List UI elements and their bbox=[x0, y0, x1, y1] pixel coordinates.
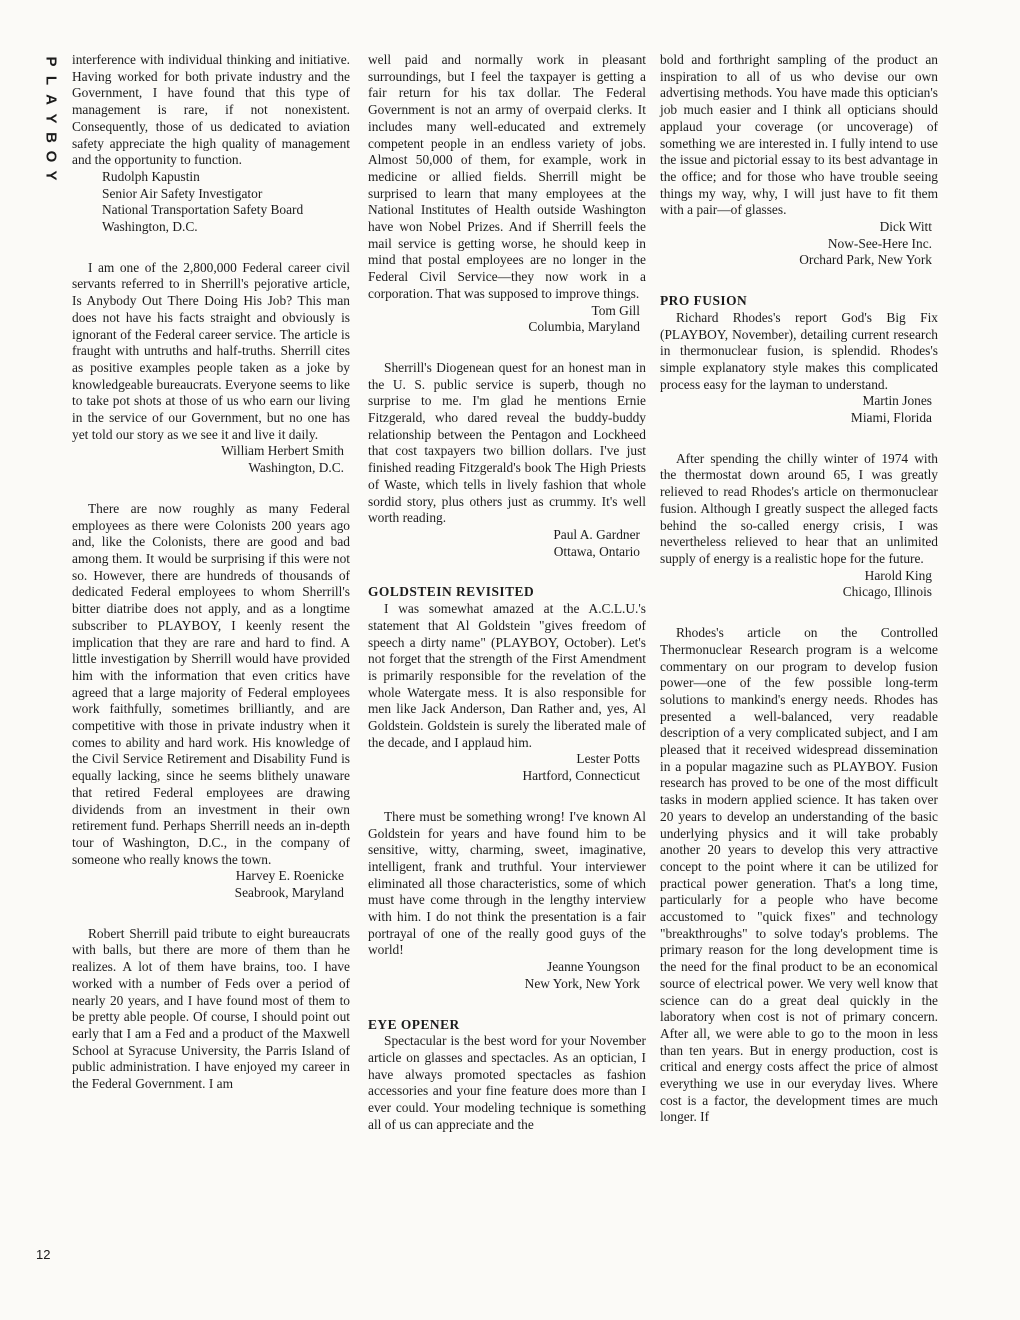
letter-signature bbox=[368, 959, 646, 992]
signature-name: Jeanne Youngson bbox=[547, 959, 640, 975]
letter-text: After spending the chilly winter of 1974 with the thermostat down around 65, I was greatly relieved to read Rhodes's article on thermonuclear fusion. Although I greatly suspect the alleged facts behind the so-called energy crisis, I was nevertheless relieved to hear that an unlimited supply of energy is a realistic hope for the future. bbox=[660, 450, 938, 566]
signature-location: Orchard Park, New York bbox=[799, 252, 932, 268]
letter-text: There are now roughly as many Federal employees as there were Colonists 200 years ago and, like the Colonists, there are good and bad among them. It would be surprising if this were not so. However, there are hundreds of thousands of dedicated Federal employees to whom Sherrill's bitter diatribe does not apply, and as a longtime subscriber to PLAYBOY, I keenly resent the implication that they are rare and hard to find. A little investigation by Sherrill would have provided him with the information that even critics have agreed that a large majority of Federal employees work faithfully, sometimes brilliantly, and are competitive with those in private industry when it comes to ability and hard work. His knowledge of the Civil Service Retirement and Disability Fund is equally lacking, since he seems blithely unaware that retired Federal employees are drawing dividends from an investment in their own retirement fund. Perhaps Sherrill needs an in-depth tour of Washington, D.C., in the company of someone who really knows the town. bbox=[72, 500, 350, 867]
letter-signature bbox=[72, 443, 350, 476]
page-number: 12 bbox=[36, 1247, 51, 1262]
signature-location: Hartford, Connecticut bbox=[522, 768, 640, 784]
letter-text: Sherrill's Diogenean quest for an honest man in the U. S. public service is superb, though no surprise to me. I'm glad he mentions Ernie Fitzgerald, who dared reveal the buddy-buddy relationship between the Pentagon and Lockheed that cost taxpayers two billion dollars. I've just finished reading Fitzgerald's book The High Priests of Waste, which tells in lively fashion that whole sordid story, plus others just as crummy. It's well worth reading. bbox=[368, 359, 646, 526]
letter-signature bbox=[368, 751, 646, 784]
section-heading: PRO FUSION bbox=[660, 293, 748, 309]
signature-location: Columbia, Maryland bbox=[528, 319, 640, 335]
signature-location: Washington, D.C. bbox=[248, 460, 344, 476]
masthead-letter: Y bbox=[42, 170, 60, 181]
section-heading: GOLDSTEIN REVISITED bbox=[368, 584, 535, 600]
signature-name: Lester Potts bbox=[576, 751, 640, 767]
signature-title: Senior Air Safety Investigator bbox=[102, 185, 263, 201]
column-3 bbox=[660, 52, 938, 1126]
signature-location: New York, New York bbox=[524, 975, 640, 991]
signature-name: Martin Jones bbox=[862, 393, 932, 409]
section-heading: EYE OPENER bbox=[368, 1016, 460, 1032]
signature-org: Now-See-Here Inc. bbox=[827, 235, 932, 251]
letter-signature bbox=[660, 219, 938, 269]
signature-location: Miami, Florida bbox=[850, 410, 932, 426]
letter-text: interference with individual thinking and initiative. Having worked for both private industry and the Government, I have found that this type of management is rare, if not nonexistent. Consequently, those of us dedicated to aviation safety appreciate the high quality of management and the opportunity to function. bbox=[72, 52, 350, 168]
letter-text: Spectacular is the best word for your November article on glasses and spectacles. As an optician, I have always promoted spectacles as fashion accessories and your fine feature does more than I ever could. Your modeling technique is something all of us can appreciate and the bbox=[368, 1033, 646, 1132]
letter-text: I am one of the 2,800,000 Federal career civil servants referred to in Sherrill's pejorative article, Is Anybody Out There Doing His Job? This man does not have his facts straight and obviously is ignorant of the Federal career service. The article is fraught with untruths and half-truths. Sherrill cites as positive examples people taken as a joke by knowledgeable bureaucrats. Everyone seems to like to take pot shots at those of us who earn our living in the service of our Government, but no one has yet told our story as we see it and live it daily. bbox=[72, 259, 350, 442]
masthead-letter: L bbox=[42, 75, 60, 86]
letter-signature bbox=[368, 303, 646, 336]
masthead-letter: P bbox=[42, 56, 60, 67]
letter-text: I was somewhat amazed at the A.C.L.U.'s statement that Al Goldstein "gives freedom of speech a dirty name" (PLAYBOY, October). Let's not forget that the strength of the First Amendment is primarily responsible for the revelation of the whole Watergate mess. It is also responsible for men like Jack Anderson, Dan Rather and, yes, Al Goldstein. Goldstein is surely the liberated male of the decade, and I applaud him. bbox=[368, 601, 646, 750]
letter-signature bbox=[660, 568, 938, 601]
signature-name: Dick Witt bbox=[879, 219, 932, 235]
signature-org: National Transportation Safety Board bbox=[102, 202, 304, 218]
signature-name: Harvey E. Roenicke bbox=[235, 868, 344, 884]
signature-name: Harold King bbox=[864, 567, 932, 583]
letter-text: Richard Rhodes's report God's Big Fix (PLAYBOY, November), detailing current research in thermonuclear fusion, is splendid. Rhodes's simple explanatory style makes this complicated process easy for the layman to understand. bbox=[660, 309, 938, 392]
letter-text: bold and forthright sampling of the product an inspiration to all of us who devise our own advertising methods. You have made this optician's job much easier and I think all opticians should applaud your coverage (or uncoverage) of something we are interested in. I fully intend to use the issue and pictorial essay to its best advantage in the office; and for those who have trouble seeing things my way, why, I will just have to fit them with a pair—of glasses. bbox=[660, 52, 938, 218]
signature-location: Washington, D.C. bbox=[102, 219, 198, 235]
masthead-letter: O bbox=[42, 150, 60, 163]
letter-signature bbox=[368, 527, 646, 560]
signature-name: Tom Gill bbox=[591, 302, 640, 318]
signature-name: William Herbert Smith bbox=[221, 443, 344, 459]
letter-text: Robert Sherrill paid tribute to eight bureaucrats with balls, but there are more of them than he realizes. A lot of them have brains, too. I have worked with a number of Feds over a period of nearly 20 years, and I have found most of them to be pretty able people. Of course, I should point out early that I am a Fed and a product of the Maxwell School at Syracuse University, the Parris Island of public administration. I have enjoyed my career in the Federal Government. I am bbox=[72, 925, 350, 1092]
masthead-playboy bbox=[38, 52, 60, 185]
signature-location: Chicago, Illinois bbox=[842, 584, 932, 600]
letter-signature bbox=[72, 868, 350, 901]
column-2 bbox=[368, 52, 646, 1133]
letter-text: There must be something wrong! I've known Al Goldstein for years and have found him to be sensitive, witty, charming, sweet, imaginative, intelligent, frank and truthful. Your interviewer eliminated all those characteristics, some of which must have come through in the lengthy interview with him. I do not think the presentation is a fair portrayal of one of the really good guys of the world! bbox=[368, 808, 646, 958]
signature-location: Ottawa, Ontario bbox=[553, 543, 640, 559]
masthead-letter: Y bbox=[42, 113, 60, 124]
signature-location: Seabrook, Maryland bbox=[234, 885, 344, 901]
letter-signature bbox=[660, 393, 938, 426]
letter-text: Rhodes's article on the Controlled Thermonuclear Research program is a welcome commentary on our program to develop fusion power—one of the few possible long-term solutions to mankind's energy needs. Rhodes has presented a well-balanced, very readable description of a very complicated subject, and I am pleased that it received widespread dissemination in a popular magazine such as PLAYBOY. Fusion research has proved to be one of the most difficult tasks in modern applied science. It has taken over 20 years to develop an understanding of the basic underlying physics and it will take probably another 20 years to develop this very attractive concept to the point where it can be utilized for practical power generation. That's a long time, particularly for a people who have become accustomed to "quick fixes" and technology "breakthroughs" to solve today's problems. The primary reason for the long development time is the need for the final product to be an economical source of electrical power. We very well know that science can do a great deal quickly in the laboratory when cost is not of primary concern. After all, we were able to go to the moon in less than ten years. But in energy production, cost is critical and energy costs affect the price of almost everything we use in our everyday lives. Where cost is a factor, the development times are much longer. If bbox=[660, 625, 938, 1125]
letter-signature bbox=[72, 169, 350, 236]
masthead-letter: B bbox=[42, 132, 60, 143]
signature-name: Paul A. Gardner bbox=[553, 526, 640, 542]
column-1 bbox=[72, 52, 350, 1093]
signature-name: Rudolph Kapustin bbox=[102, 168, 200, 184]
letter-text: well paid and normally work in pleasant surroundings, but I feel the taxpayer is getting a fair return for his tax dollar. The Federal Government is not an army of overpaid clerks. It includes many well-educated and extremely competent people in an endless variety of jobs. Almost 50,000 of them, for example, work in medicine or allied fields. Sherrill might be surprised to learn that many employees at the National Institutes of Health outside Washington have won Nobel Prizes. And if Sherrill feels the mail service is getting worse, he should keep in mind that postal employees are no longer in the Federal Civil Service—they now work in a corporation. That was supposed to improve things. bbox=[368, 52, 646, 301]
masthead-letter: A bbox=[42, 94, 60, 105]
